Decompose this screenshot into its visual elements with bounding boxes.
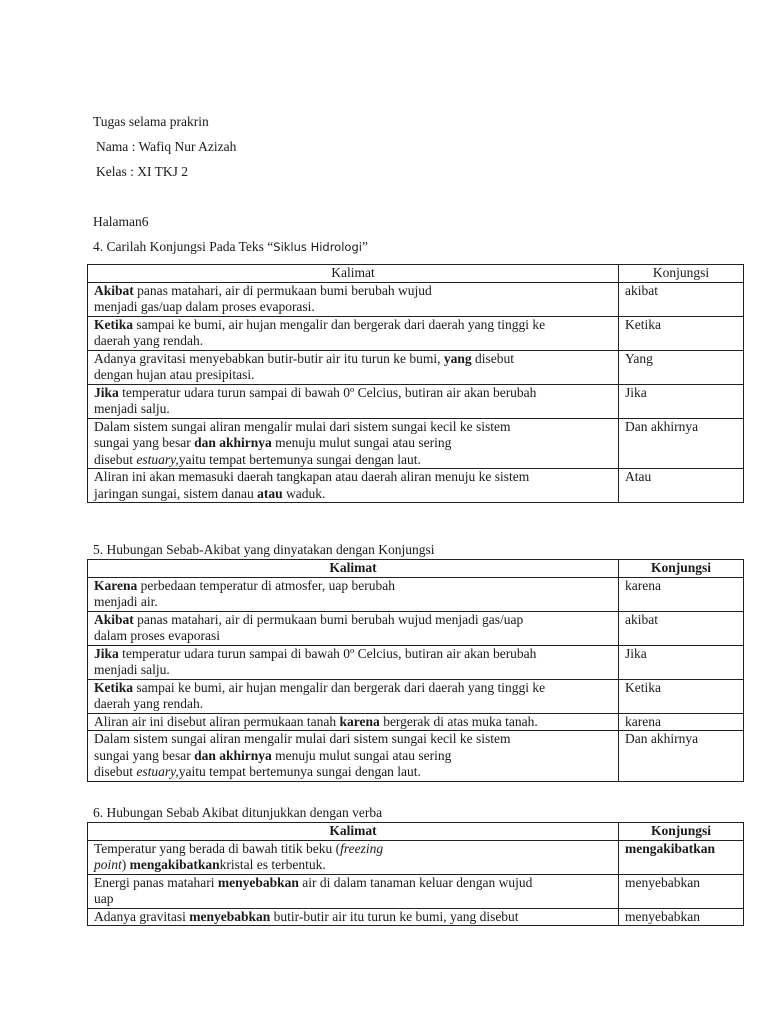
sentence-segment: estuary, — [136, 764, 179, 779]
sentence-segment: freezing — [340, 840, 384, 856]
sentence-segment: Aliran air ini disebut aliran permukaan tanah — [94, 713, 340, 729]
sentence-segment: yaitu tempat bertemunya sungai dengan laut. — [178, 451, 421, 467]
sentence-segment: point — [94, 857, 122, 872]
sentence-segment: sampai ke bumi, air hujan mengalir dan bergerak dari daerah yang tinggi ke — [133, 679, 546, 695]
sentence-segment: sungai yang besar — [94, 747, 195, 763]
table-row — [88, 350, 744, 384]
sentence-segment: panas matahari, air di permukaan bumi berubah wujud — [133, 282, 432, 298]
table-row — [88, 679, 744, 713]
sentence-segment: menuju mulut sungai atau sering — [271, 747, 452, 763]
table-header-row — [88, 560, 744, 578]
section4-heading-suffix: ” — [361, 239, 368, 254]
sentence-segment: menyebabkan — [189, 908, 271, 924]
section4-rows — [88, 282, 744, 503]
konjungsi-cell: Yang — [619, 350, 744, 384]
sentence-segment: air di dalam tanaman keluar dengan wujud — [298, 874, 533, 890]
sentence-segment: menjadi salju. — [94, 401, 170, 416]
assignment-title: Tugas selama prakrin — [93, 114, 209, 129]
kalimat-cell — [88, 874, 619, 908]
section4-heading-title: Siklus Hidrologi — [273, 240, 362, 254]
konjungsi-cell: mengakibatkan — [619, 840, 744, 874]
section4-table — [87, 264, 744, 503]
sentence-segment: butir-butir air itu turun ke bumi, yang disebut — [270, 908, 519, 924]
section5-heading: 5. Hubungan Sebab-Akibat yang dinyatakan dengan Konjungsi — [93, 542, 435, 557]
table-row — [88, 418, 744, 469]
konjungsi-cell: karena — [619, 577, 744, 611]
konjungsi-cell: akibat — [619, 611, 744, 645]
student-class: Kelas : XI TKJ 2 — [96, 164, 188, 179]
column-header-konjungsi: Konjungsi — [619, 823, 744, 841]
column-header-kalimat: Kalimat — [88, 823, 619, 841]
section5-table — [87, 559, 744, 782]
table-row — [88, 316, 744, 350]
table-row — [88, 469, 744, 503]
sentence-segment: Dalam sistem sungai aliran mengalir mulai dari sistem sungai kecil ke sistem — [94, 731, 511, 746]
sentence-segment: Akibat — [94, 282, 134, 298]
sentence-segment: Ketika — [94, 679, 133, 695]
kalimat-cell — [88, 611, 619, 645]
column-header-kalimat: Kalimat — [88, 560, 619, 578]
kalimat-cell — [88, 316, 619, 350]
table-row — [88, 577, 744, 611]
sentence-segment: disebut — [471, 350, 515, 366]
konjungsi-cell: karena — [619, 713, 744, 731]
table-row — [88, 840, 744, 874]
sentence-segment: sungai yang besar — [94, 435, 195, 450]
sentence-segment: Jika — [94, 645, 119, 661]
kalimat-cell — [88, 577, 619, 611]
sentence-segment: menyebabkan — [217, 874, 299, 890]
sentence-segment: Aliran ini akan memasuki daerah tangkapan atau daerah aliran menuju ke sistem — [94, 469, 530, 484]
sentence-segment: menjadi gas/uap dalam proses evaporasi. — [94, 299, 315, 314]
table-row — [88, 874, 744, 908]
sentence-segment: disebut — [94, 764, 137, 779]
kalimat-cell — [88, 731, 619, 782]
sentence-segment: bergerak di atas muka tanah. — [379, 713, 538, 729]
sentence-segment: panas matahari, air di permukaan bumi berubah wujud menjadi gas/uap — [133, 611, 524, 627]
section6-table — [87, 822, 744, 926]
student-name: Nama : Wafiq Nur Azizah — [96, 139, 237, 154]
sentence-segment: uap — [94, 891, 114, 906]
sentence-segment: yaitu tempat bertemunya sungai dengan laut. — [178, 764, 421, 779]
sentence-segment: sampai ke bumi, air hujan mengalir dan bergerak dari daerah yang tinggi ke — [133, 316, 546, 332]
kalimat-cell — [88, 418, 619, 469]
kalimat-cell — [88, 645, 619, 679]
sentence-segment: dan akhirnya — [194, 435, 272, 450]
konjungsi-cell: Ketika — [619, 679, 744, 713]
sentence-segment: Adanya gravitasi — [94, 908, 190, 924]
sentence-segment: menuju mulut sungai atau sering — [271, 435, 452, 450]
konjungsi-cell: Jika — [619, 645, 744, 679]
table-row — [88, 713, 744, 731]
sentence-segment: temperatur udara turun sampai di bawah 0º Celcius, butiran air akan berubah — [118, 645, 537, 661]
sentence-segment: estuary, — [136, 451, 179, 467]
table-row — [88, 611, 744, 645]
table-header-row — [88, 265, 744, 283]
sentence-segment: Energi panas matahari — [94, 874, 218, 890]
sentence-segment: dengan hujan atau presipitasi. — [94, 367, 255, 382]
section5-rows — [88, 577, 744, 781]
kalimat-cell — [88, 350, 619, 384]
konjungsi-cell: Ketika — [619, 316, 744, 350]
sentence-segment: kristal es terbentuk. — [219, 857, 326, 872]
sentence-segment: menjadi air. — [94, 594, 158, 609]
konjungsi-cell: Dan akhirnya — [619, 731, 744, 782]
section6-rows — [88, 840, 744, 926]
sentence-segment: jaringan sungai, sistem danau — [94, 485, 258, 501]
table-row — [88, 731, 744, 782]
sentence-segment: Temperatur yang berada di bawah titik beku ( — [94, 840, 341, 856]
sentence-segment: temperatur udara turun sampai di bawah 0º Celcius, butiran air akan berubah — [118, 384, 537, 400]
page-label: Halaman6 — [93, 214, 149, 229]
sentence-segment: menjadi salju. — [94, 662, 170, 677]
sentence-segment: perbedaan temperatur di atmosfer, uap berubah — [137, 577, 395, 593]
sentence-segment: atau — [257, 485, 283, 501]
kalimat-cell — [88, 282, 619, 316]
sentence-segment: dalam proses evaporasi — [94, 628, 220, 643]
konjungsi-cell: menyebabkan — [619, 908, 744, 926]
kalimat-cell — [88, 840, 619, 874]
sentence-segment: yang — [443, 350, 472, 366]
sentence-segment: disebut — [94, 451, 137, 467]
column-header-kalimat: Kalimat — [88, 265, 619, 283]
kalimat-cell — [88, 384, 619, 418]
konjungsi-cell: akibat — [619, 282, 744, 316]
sentence-segment: Dalam sistem sungai aliran mengalir mulai dari sistem sungai kecil ke sistem — [94, 418, 511, 434]
sentence-segment: daerah yang rendah. — [94, 696, 204, 711]
konjungsi-cell: Dan akhirnya — [619, 418, 744, 469]
section6-heading: 6. Hubungan Sebab Akibat ditunjukkan dengan verba — [93, 805, 383, 820]
section4-heading — [93, 239, 368, 255]
table-row — [88, 645, 744, 679]
sentence-segment: Karena — [94, 577, 138, 593]
sentence-segment: dan akhirnya — [194, 747, 272, 763]
sentence-segment: ) — [121, 857, 130, 872]
section4-heading-prefix: 4. Carilah Konjungsi Pada Teks “ — [93, 239, 274, 254]
table-row — [88, 908, 744, 926]
table-row — [88, 384, 744, 418]
sentence-segment: daerah yang rendah. — [94, 333, 204, 348]
kalimat-cell — [88, 713, 619, 731]
sentence-segment: Akibat — [94, 611, 134, 627]
sentence-segment: Ketika — [94, 316, 133, 332]
konjungsi-cell: menyebabkan — [619, 874, 744, 908]
sentence-segment: karena — [339, 713, 380, 729]
sentence-segment: waduk. — [282, 485, 326, 501]
column-header-konjungsi: Konjungsi — [619, 560, 744, 578]
column-header-konjungsi: Konjungsi — [619, 265, 744, 283]
table-row — [88, 282, 744, 316]
table-header-row — [88, 823, 744, 841]
kalimat-cell — [88, 908, 619, 926]
sentence-segment: mengakibatkan — [129, 857, 220, 872]
konjungsi-cell: Atau — [619, 469, 744, 503]
sentence-segment: Jika — [94, 384, 119, 400]
kalimat-cell — [88, 469, 619, 503]
sentence-segment: Adanya gravitasi menyebabkan butir-butir air itu turun ke bumi, — [94, 350, 444, 366]
kalimat-cell — [88, 679, 619, 713]
konjungsi-cell: Jika — [619, 384, 744, 418]
